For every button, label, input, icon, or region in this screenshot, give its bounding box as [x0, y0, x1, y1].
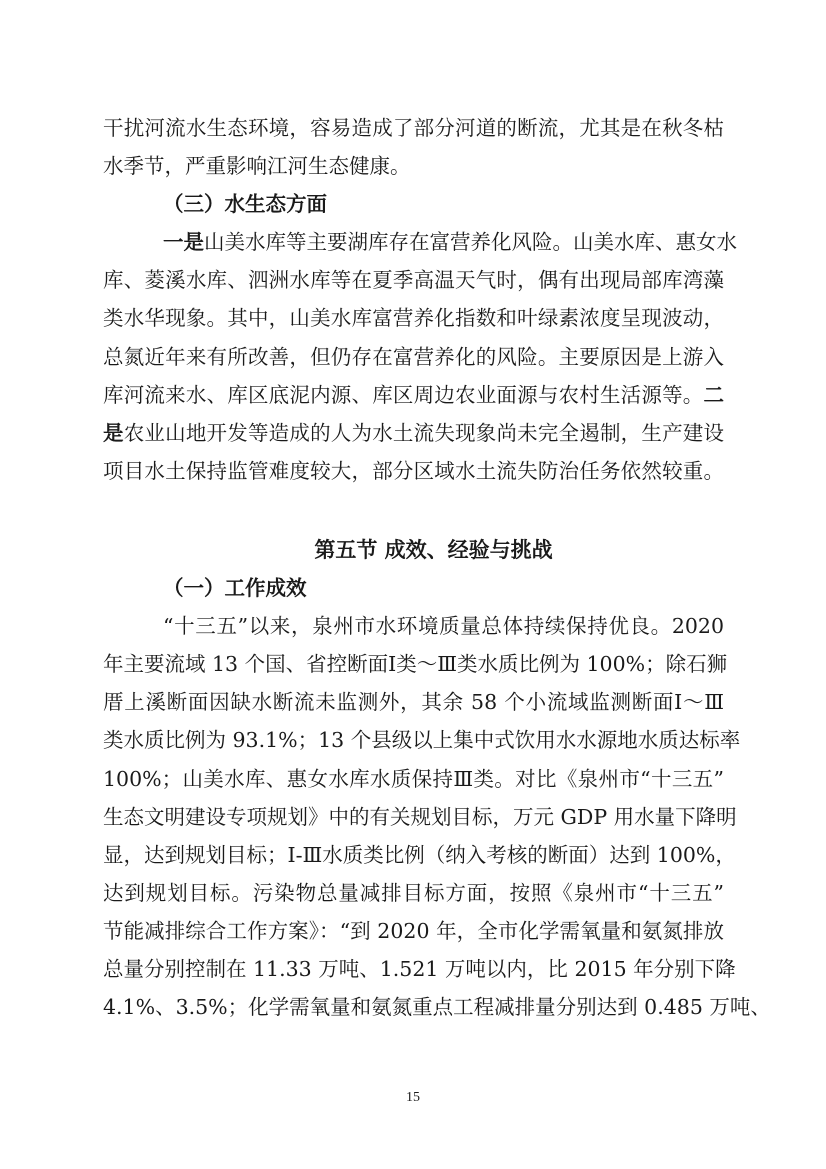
body-text-block-water-ecology: [103, 109, 737, 490]
text-line: [103, 607, 724, 645]
line-text: 达到规划目标。污染物总量减排目标方面，按照《泉州市“十三五”: [103, 880, 724, 905]
text-line: [103, 798, 737, 836]
section-title: [103, 531, 724, 569]
text-line: [103, 338, 724, 376]
text-line: [103, 414, 724, 452]
bold-trail-text: 二: [703, 382, 724, 407]
page-number: 15: [406, 1090, 420, 1105]
text-line: [103, 645, 728, 683]
line-text: 农业山地开发等造成的人为水土流失现象尚未完全遏制，生产建设: [123, 420, 725, 445]
line-text: 库、菱溪水库、泗洲水库等在夏季高温天气时，偶有出现局部库湾藻: [103, 268, 724, 293]
line-text: 第五节 成效、经验与挑战: [314, 537, 553, 562]
line-text: 100%；山美水库、惠女水库水质保持Ⅲ类。对比《泉州市“十三五”: [103, 766, 724, 791]
text-line: [103, 988, 771, 1026]
subsection-heading: [103, 185, 724, 223]
text-line: [103, 109, 724, 147]
text-line: [103, 683, 724, 721]
line-text: “十三五”以来，泉州市水环境质量总体持续保持优良。2020: [163, 614, 724, 639]
text-line: [103, 299, 724, 337]
text-line: [103, 760, 724, 798]
line-text: 水季节，严重影响江河生态健康。: [103, 154, 411, 179]
line-text: 总量分别控制在 11.33 万吨、1.521 万吨以内，比 2015 年分别下降: [103, 957, 736, 982]
text-line: [103, 874, 724, 912]
line-text: 4.1%、3.5%；化学需氧量和氨氮重点工程减排量分别达到 0.485 万吨、: [103, 995, 771, 1020]
body-text-block-section-five: [103, 531, 771, 1026]
text-line: [103, 147, 724, 185]
line-text: 库河流来水、库区底泥内源、库区周边农业面源与农村生活源等。: [103, 382, 704, 407]
text-line: [103, 452, 724, 490]
line-text: 山美水库等主要湖库存在富营养化风险。山美水库、惠女水: [204, 230, 737, 255]
line-text: 显，达到规划目标；Ⅰ-Ⅲ水质类比例（纳入考核的断面）达到 100%，: [103, 842, 736, 867]
line-text: 生态文明建设专项规划》中的有关规划目标，万元 GDP 用水量下降明: [103, 804, 737, 829]
line-text: 类水华现象。其中，山美水库富营养化指数和叶绿素浓度呈现波动，: [103, 306, 724, 331]
text-line: [103, 376, 724, 414]
bold-lead-text: 一是: [163, 230, 204, 255]
subsection-heading: [103, 569, 724, 607]
text-line: [103, 950, 736, 988]
text-line: [103, 223, 737, 261]
line-text: 类水质比例为 93.1%；13 个县级以上集中式饮用水水源地水质达标率: [103, 728, 741, 753]
line-text: 年主要流域 13 个国、省控断面Ⅰ类～Ⅲ类水质比例为 100%；除石狮: [103, 652, 728, 677]
line-text: （一）工作成效: [163, 576, 307, 601]
bold-lead-text: 是: [103, 420, 124, 445]
line-text: 节能减排综合工作方案》：“到 2020 年，全市化学需氧量和氨氮排放: [103, 918, 724, 943]
line-text: 厝上溪断面因缺水断流未监测外，其余 58 个小流域监测断面Ⅰ～Ⅲ: [103, 690, 724, 715]
line-text: 干扰河流水生态环境，容易造成了部分河道的断流，尤其是在秋冬枯: [103, 116, 724, 140]
line-text: 项目水土保持监管难度较大，部分区域水土流失防治任务依然较重。: [103, 458, 724, 483]
line-text: （三）水生态方面: [163, 192, 327, 217]
text-line: [103, 721, 741, 759]
line-text: 总氮近年来有所改善，但仍存在富营养化的风险。主要原因是上游入: [103, 344, 724, 369]
text-line: [103, 836, 736, 874]
text-line: [103, 261, 724, 299]
text-line: [103, 912, 724, 950]
